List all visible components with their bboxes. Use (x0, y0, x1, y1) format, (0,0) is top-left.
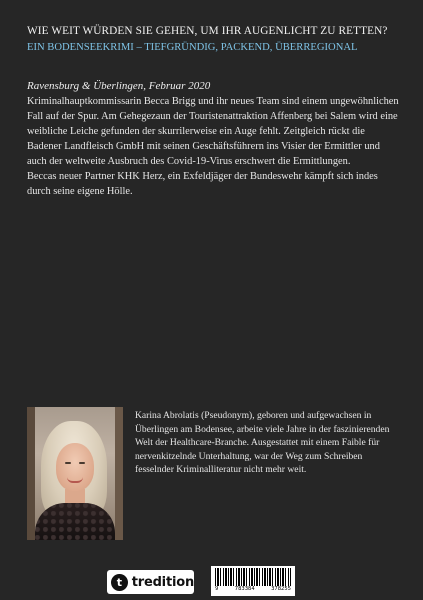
place-date-line: Ravensburg & Überlingen, Februar 2020 (27, 80, 211, 92)
book-blurb (27, 94, 399, 199)
back-cover-headline: WIE WEIT WÜRDEN SIE GEHEN, UM IHR AUGENLICHT ZU RETTEN? (27, 25, 388, 37)
barcode-digit-group: 9 (215, 586, 219, 592)
photo-face (56, 443, 94, 491)
publisher-logo (107, 570, 194, 594)
barcode-digit-group: 378255 (271, 586, 291, 592)
blurb-paragraph: Kriminalhauptkommissarin Becca Brigg und ihr neues Team sind einem ungewöhnlichen Fall auf der Spur. Am Gehegezaun der Touristenattraktion Affenberg bei Salem wird eine weibliche Leiche gefunden der skurrilerweise ein Auge fehlt. Zeitgleich rückt die Badener Landfleisch GmbH mit seinen Geschäftsführern ins Visier der Ermittler und auch der weltweite Ausbruch des Covid-19-Virus erschwert die Ermittlungen. (27, 96, 399, 167)
isbn-barcode (211, 566, 295, 596)
author-photo (27, 407, 123, 540)
photo-clothing (35, 503, 115, 540)
photo-eye (79, 462, 85, 464)
barcode-digits (215, 586, 291, 593)
barcode-bars (215, 568, 291, 586)
barcode-digit-group: 783384 (234, 586, 255, 592)
publisher-name: tredition (131, 574, 194, 590)
blurb-paragraph: Beccas neuer Partner KHK Herz, ein Exfeldjäger der Bundeswehr kämpft sich indes durch seine eigene Hölle. (27, 171, 378, 197)
photo-eye (65, 462, 71, 464)
author-bio: Karina Abrolatis (Pseudonym), geboren und aufgewachsen in Überlingen am Bodensee, arbeite viele Jahre in der faszinierenden Welt der Healthcare-Branche. Ausgestattet mit einem Faible für nervenkitzelnde Unterhaltung, war der Weg zum Schreiben fesselnder Kriminalliteratur nicht mehr weit. (135, 410, 390, 476)
back-cover-subline: EIN BODENSEEKRIMI – TIEFGRÜNDIG, PACKEND, ÜBERREGIONAL (27, 42, 358, 53)
publisher-mark-icon: t (111, 574, 128, 591)
